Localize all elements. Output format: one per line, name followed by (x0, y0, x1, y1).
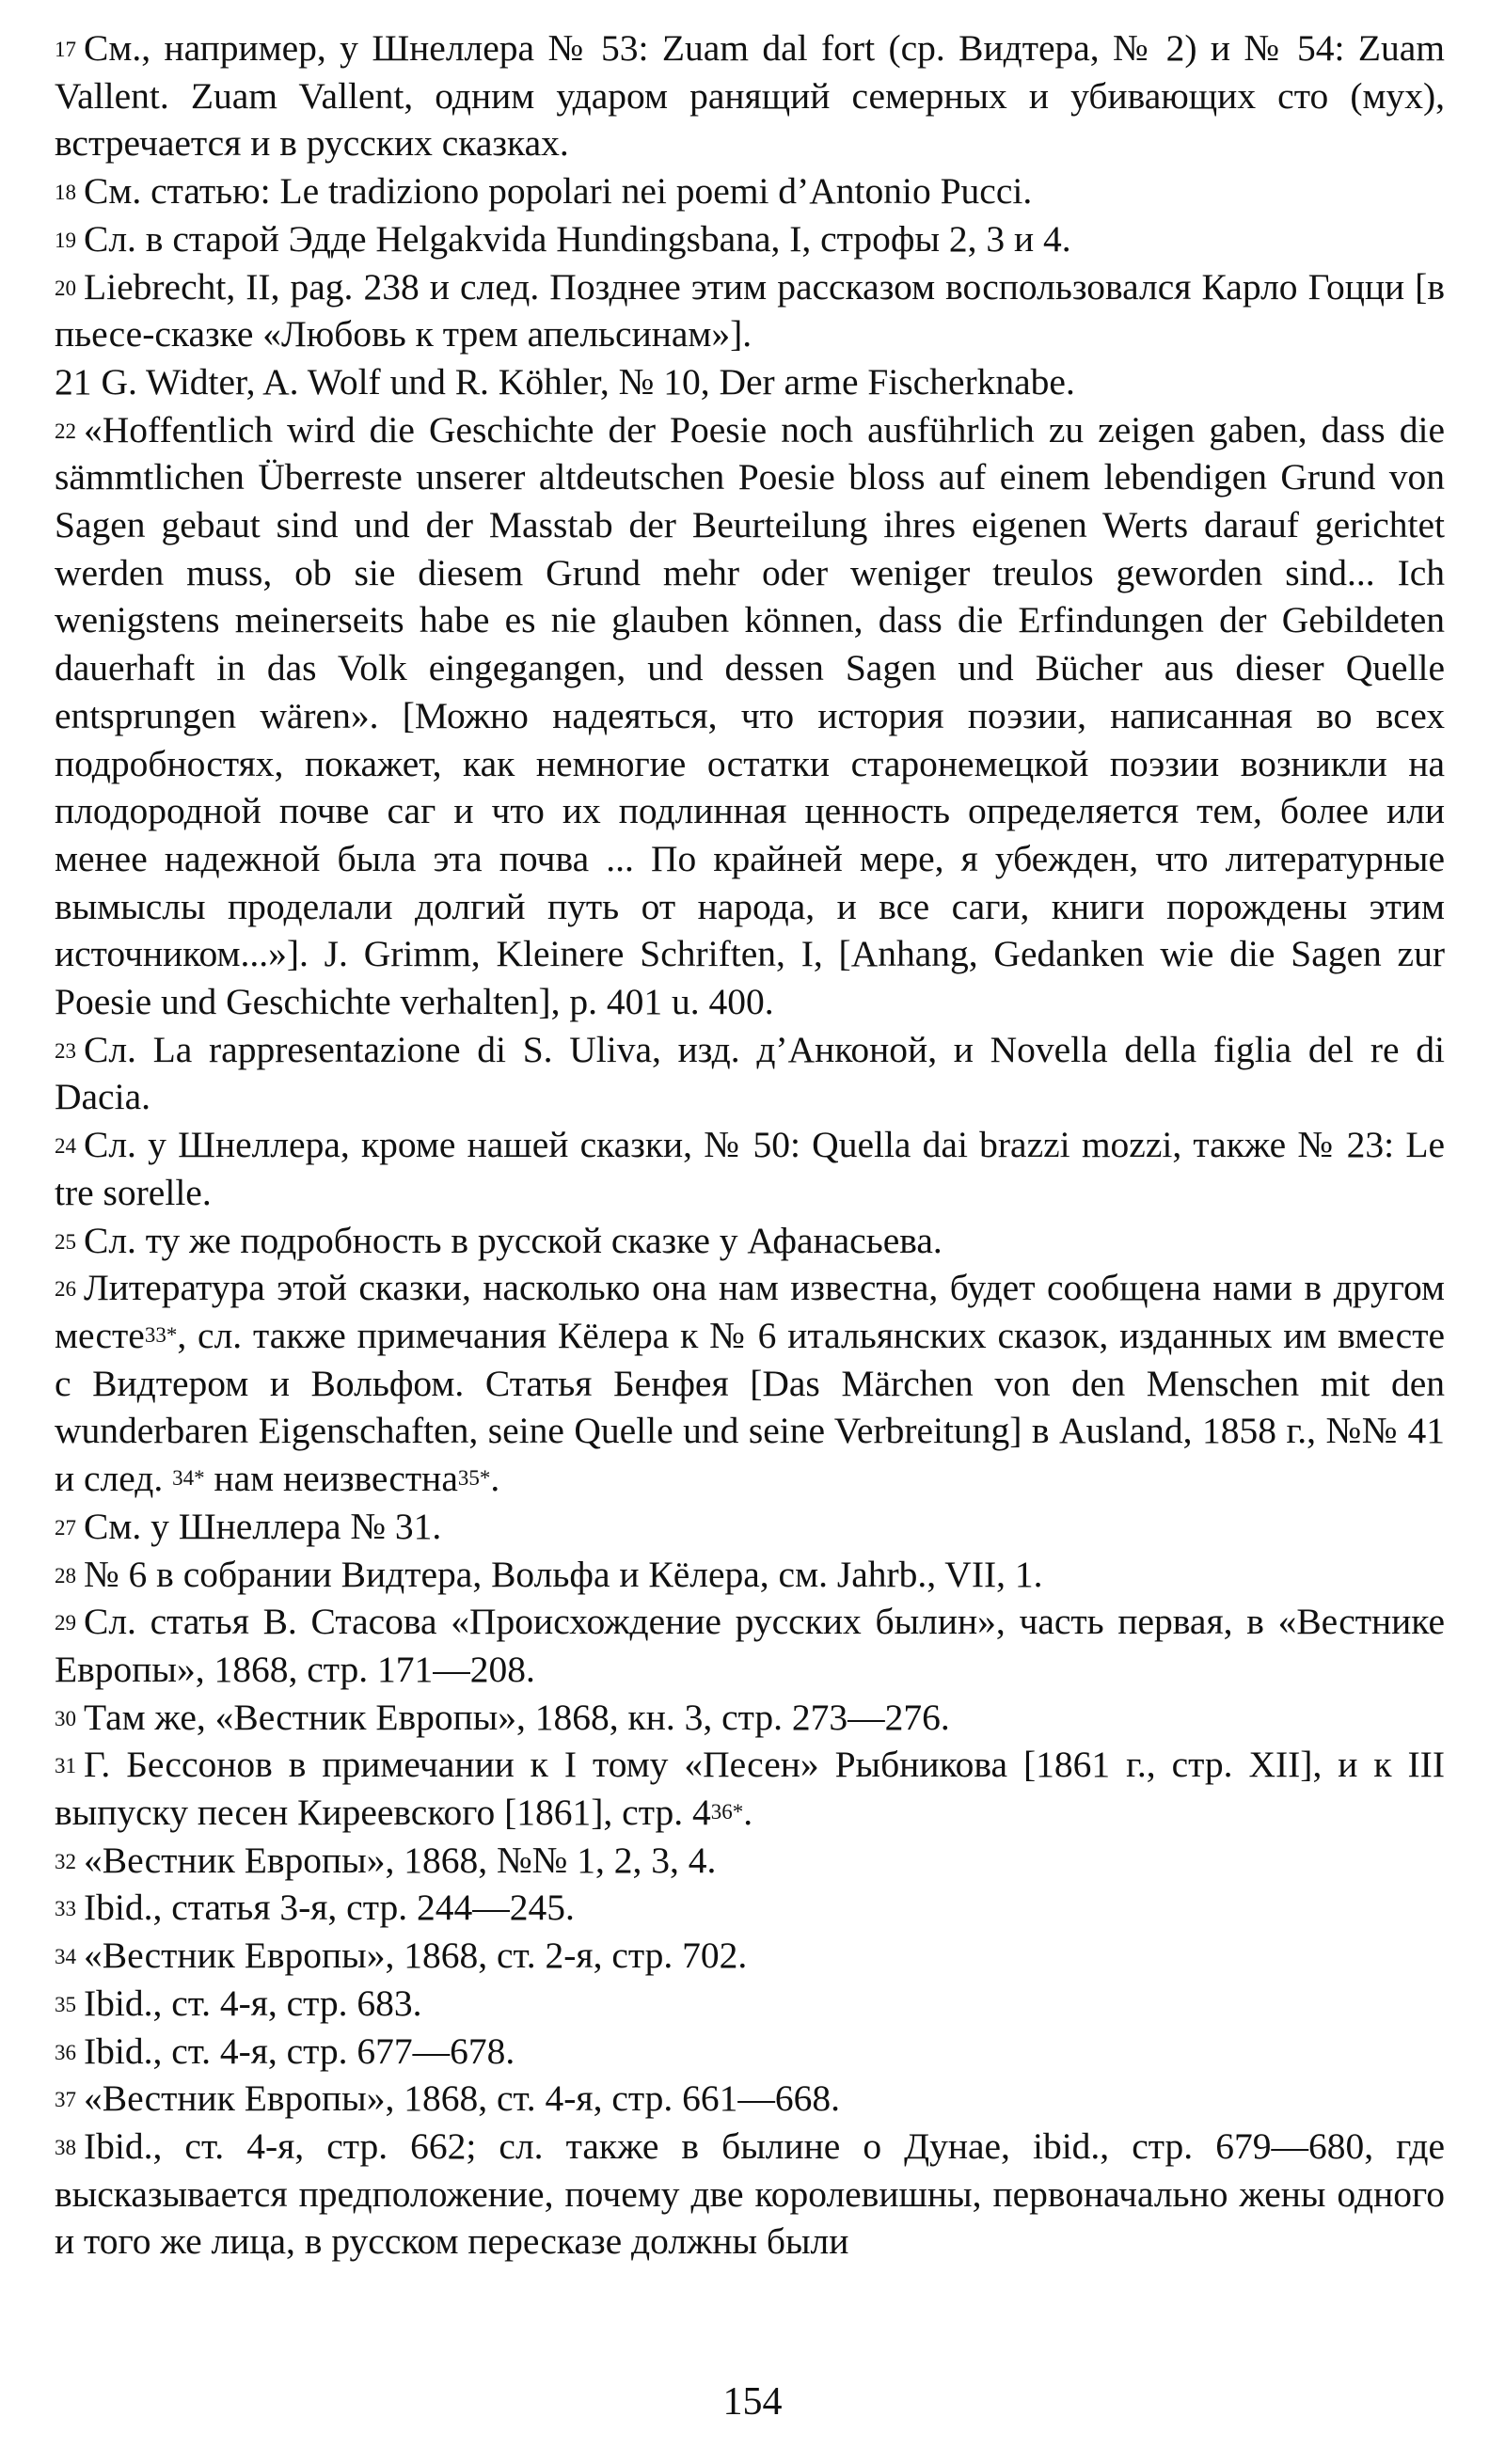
footnote-text: «Hoffentlich wird die Geschichte der Poesie noch ausführlich zu zeigen gaben, dass die sämmtlichen Überreste unserer altdeutschen Poesie bloss auf einem lebendigen Grund von Sagen gebaut sind und der Masstab der Beurteilung ihres eigenen Werts darauf gerichtet werden muss, ob sie diesem Grund mehr oder weniger treulos geworden sind... Ich wenigstens meinerseits habe es nie glauben können, dass die Erfindungen der Gebildeten dauerhaft in das Volk eingegangen, und dessen Sagen und Bücher aus dieser Quelle entsprungen wären». [Можно надеяться, что история поэзии, написанная во всех подробностях, покажет, как немногие остатки старонемецкой поэзии возникли на плодородной почве саг и что их подлинная ценность определяется тем, более или менее надежной была эта почва ... По крайней мере, я убежден, что литературные вымыслы проделали долгий путь от народа, и все саги, книги порождены этим источником...»]. J. Grimm, Kleinere Schriften, I, [Anhang, Gedanken wie die Sagen zur Poesie und Geschichte verhalten], p. 401 u. 400. (55, 408, 1445, 1023)
footnote-marker: 28 (55, 1563, 76, 1587)
footnote-text: См. у Шнеллера № 31. (84, 1505, 442, 1547)
footnote-text: , сл. также примечания Кёлера к № 6 итальянских сказок, изданных им вместе с Видтером и Вольфом. Статья Бенфея [Das Märchen von den Menschen mit den wunderbaren Eigenschaften, seine Quelle und seine Verbreitung] в Ausland, 1858 г., №№ 41 и след. (55, 1314, 1445, 1500)
footnote-marker: 17 (55, 38, 76, 61)
footnote-text: № 6 в собрании Видтера, Вольфа и Кёлера, см. Jahrb., VII, 1. (84, 1553, 1043, 1595)
page-number: 154 (722, 2380, 783, 2424)
footnote-text: Ibid., ст. 4-я, стр. 683. (84, 1982, 422, 2024)
footnote-text: Ibid., ст. 4-я, стр. 662; сл. также в былине о Дунае, ibid., стр. 679—680, где высказывается предположение, почему две королевишны, первоначально жены одного и того же лица, в русском пересказе должны были (55, 2124, 1445, 2263)
footnote-text: «Вестник Европы», 1868, №№ 1, 2, 3, 4. (84, 1839, 717, 1881)
footnote-marker: 27 (55, 1515, 76, 1540)
footnote-21 (55, 358, 1445, 406)
footnote-text: Сл. La rappresentazione di S. Uliva, изд. д’Анконой, и Novella della figlia del re di Dacia. (55, 1028, 1445, 1118)
footnote-25 (55, 1217, 1445, 1265)
footnote-19 (55, 215, 1445, 263)
footnote-text: Там же, «Вестник Европы», 1868, кн. 3, стр. 273—276. (84, 1696, 950, 1738)
footnote-marker: 21 (55, 360, 92, 403)
editor-ref: 35* (457, 1466, 491, 1491)
footnote-28 (55, 1551, 1445, 1599)
footnote-marker: 23 (55, 1038, 76, 1063)
footnote-20 (55, 263, 1445, 358)
footnote-marker: 31 (55, 1754, 76, 1778)
footnote-text: См., например, у Шнеллера № 53: Zuam dal fort (ср. Видтера, № 2) и № 54: Zuam Vallent. Zuam Vallent, одним ударом ранящий семерных и убивающих сто (мух), встречается и в русских сказках. (55, 27, 1445, 165)
footnote-text: Г. Бессонов в примечании к I тому «Песен» Рыбникова [1861 г., стр. XII], и к III выпуску песен Киреевского [1861], стр. 4 (55, 1744, 1445, 1834)
footnote-22 (55, 406, 1445, 1026)
footnote-text: Liebrecht, II, pag. 238 и след. Позднее этим рассказом воспользовался Карло Гоцци [в пьесе-сказке «Любовь к трем апельсинам»]. (55, 265, 1445, 355)
footnote-27 (55, 1503, 1445, 1551)
footnote-text: G. Widter, A. Wolf und R. Köhler, № 10, Der arme Fischerknabe. (101, 360, 1075, 403)
footnote-text: «Вестник Европы», 1868, ст. 4-я, стр. 661—668. (84, 2077, 841, 2120)
footnote-marker: 20 (55, 276, 76, 300)
footnote-37 (55, 2075, 1445, 2123)
footnote-38 (55, 2123, 1445, 2266)
footnote-35 (55, 1980, 1445, 2028)
footnote-marker: 22 (55, 419, 76, 443)
footnote-24 (55, 1121, 1445, 1216)
footnote-marker: 33 (55, 1897, 76, 1921)
footnote-30 (55, 1694, 1445, 1742)
footnote-23 (55, 1026, 1445, 1121)
editor-ref: 36* (710, 1800, 744, 1824)
footnote-34 (55, 1932, 1445, 1980)
footnote-text: Сл. ту же подробность в русской сказке у Афанасьева. (84, 1219, 943, 1261)
footnote-marker: 32 (55, 1849, 76, 1873)
footnote-marker: 36 (55, 2040, 76, 2064)
footnote-marker: 25 (55, 1229, 76, 1254)
footnote-marker: 26 (55, 1277, 76, 1302)
footnote-text: Сл. в старой Эдде Helgakvida Hundingsbana, I, строфы 2, 3 и 4. (84, 217, 1071, 260)
footnote-text: Ibid., статья 3-я, стр. 244—245. (84, 1887, 575, 1929)
footnote-text: Литература этой сказки, насколько она нам известна, будет сообщена нами в другом месте (55, 1267, 1445, 1356)
footnote-marker: 24 (55, 1134, 76, 1159)
footnotes-block (55, 24, 1445, 2266)
footnote-marker: 38 (55, 2135, 76, 2159)
footnote-text: . (490, 1458, 500, 1500)
footnote-31 (55, 1741, 1445, 1836)
footnote-marker: 34 (55, 1945, 76, 1969)
footnote-text: «Вестник Европы», 1868, ст. 2-я, стр. 702. (84, 1935, 748, 1977)
footnote-marker: 29 (55, 1611, 76, 1635)
footnote-marker: 35 (55, 1992, 76, 2016)
footnote-marker: 30 (55, 1706, 76, 1730)
footnote-text: Сл. у Шнеллера, кроме нашей сказки, № 50: Quella dai brazzi mozzi, также № 23: Le tre sorelle. (55, 1124, 1445, 1213)
footnote-text: См. статью: Le tradiziono popolari nei poemi d’Antonio Pucci. (84, 170, 1033, 213)
footnote-marker: 19 (55, 228, 76, 252)
footnote-marker: 18 (55, 181, 76, 205)
footnote-29 (55, 1598, 1445, 1693)
editor-ref: 33* (144, 1322, 178, 1347)
footnote-text: . (743, 1792, 753, 1834)
editor-ref: 34* (172, 1466, 205, 1491)
footnote-17 (55, 24, 1445, 167)
footnote-33 (55, 1884, 1445, 1932)
footnote-18 (55, 167, 1445, 215)
footnote-marker: 37 (55, 2088, 76, 2112)
footnote-26 (55, 1264, 1445, 1503)
footnote-text: Сл. статья В. Стасова «Происхождение русских былин», часть первая, в «Вестнике Европы», 1868, стр. 171—208. (55, 1601, 1445, 1690)
footnote-32 (55, 1837, 1445, 1885)
footnote-36 (55, 2028, 1445, 2076)
footnote-text: Ibid., ст. 4-я, стр. 677—678. (84, 2030, 515, 2072)
footnote-text: нам неизвестна (204, 1458, 458, 1500)
